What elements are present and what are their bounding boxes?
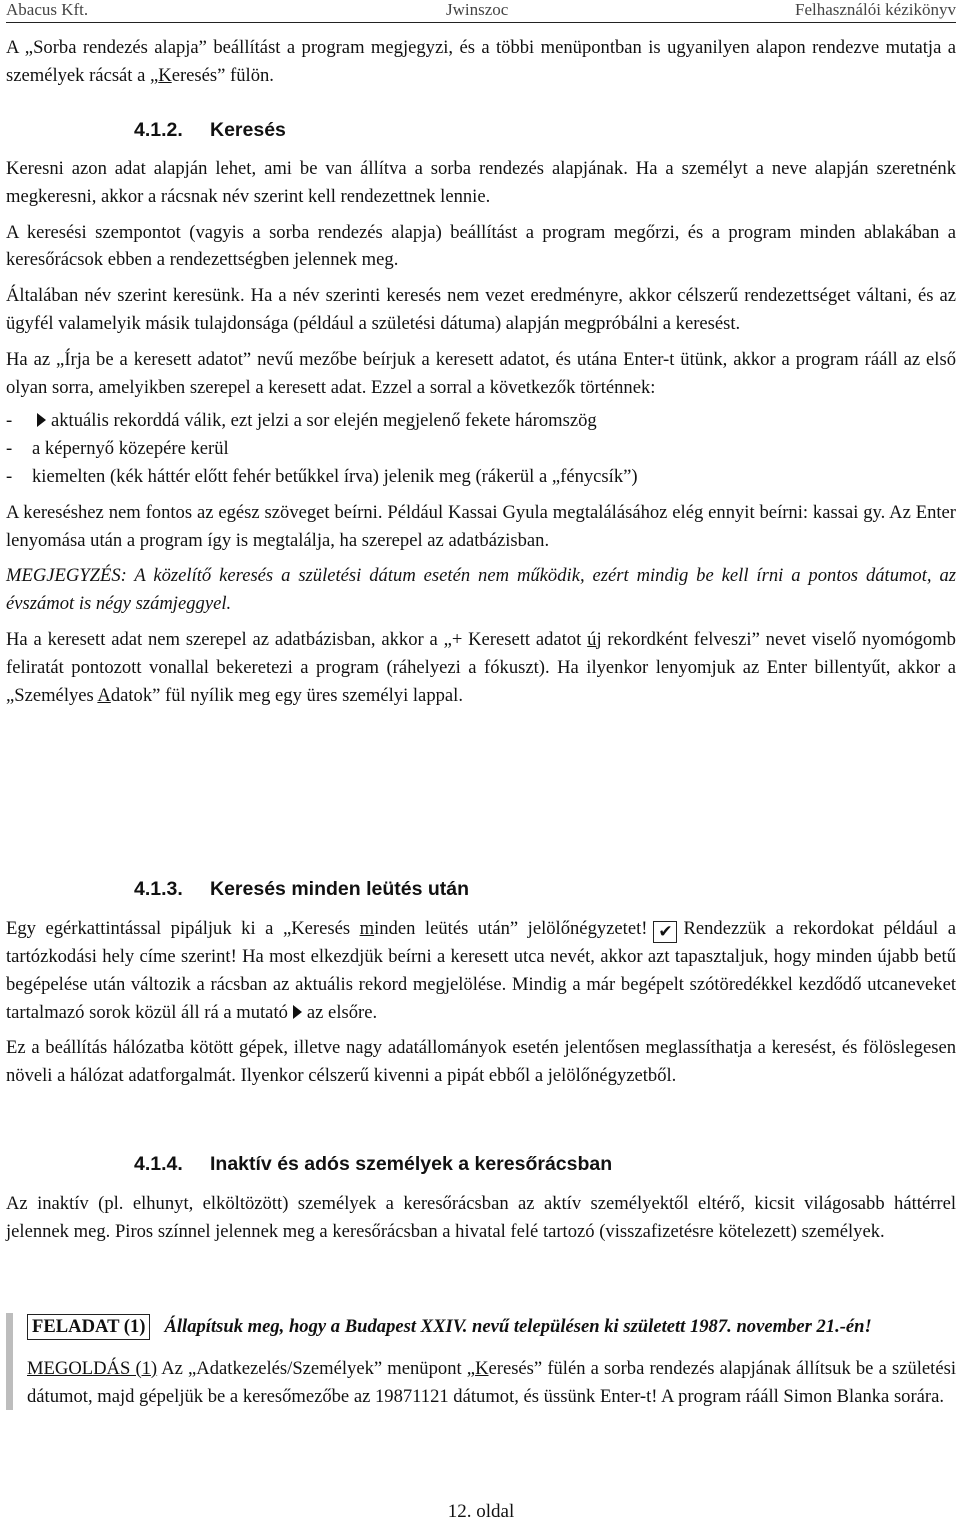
paragraph: Keresni azon adat alapján lehet, ami be van állítva a sorba rendezés alapjának. Ha a személyt a neve alapján szeretnénk megkeresni, akkor a rácsnak név szerint kell rendezettnek lennie. [6, 158, 956, 207]
section-4-1-3-body [6, 915, 956, 1090]
effects-list [6, 407, 956, 490]
section-number: 4.1.2. [134, 119, 183, 141]
header-manual: Felhasználói kézikönyv [795, 0, 956, 19]
paragraph: A keresési szempontot (vagyis a sorba rendezés alapja) beállítást a program megőrzi, és a program minden ablakában a keresőrácsok ebben a rendezettségben jelennek meg. [6, 221, 956, 271]
paragraph: Az inaktív (pl. elhunyt, elköltözött) személyek a keresőrácsban az aktív személyektől eltérő, kicsit világosabb háttérrel jelennek meg. Piros színnel jelennek meg a keresőrácsban a hivatal felé tartozó (visszafizetésre kötelezett) személyek. [6, 1193, 956, 1242]
section-title: Inaktív és adós személyek a keresőrácsban [210, 1153, 613, 1175]
section-heading-4-1-2 [134, 118, 286, 142]
document-page [6, 0, 957, 1522]
intro-text-a: A „Sorba rendezés alapja” beállítást a program megjegyzi, és a többi menüpontban is ugyanilyen alapon rendezve mutatja a személyek rácsát a „ [6, 37, 956, 86]
page-header [6, 0, 956, 23]
list-item: - kiemelten (kék háttér előtt fehér betűkkel írva) jelenik meg (rákerül a „fénycsík”) [6, 465, 638, 487]
paragraph: A kereséshez nem fontos az egész szöveget beírni. Például Kassai Gyula megtalálásához elég ennyit beírni: kassai gy. Az Enter lenyomása után a program így is megtalálja, ha szerepel az adatbázisban. [6, 501, 956, 551]
section-4-1-2-body [6, 155, 956, 709]
section-heading-4-1-4 [134, 1152, 612, 1176]
header-product: Jwinszoc [446, 0, 509, 19]
checkbox-checked-icon: ✔ [653, 921, 677, 943]
task-solution: MEGOLDÁS (1) Az „Adatkezelés/Személyek” menüpont „Keresés” fülén a sorba rendezés alapjának állítsuk be a születési dátumot, majd gépeljük be a keresőmezőbe az 19871121 dátumot, és üssünk Enter-t! A program rááll Simon Blanka sorára. [27, 1357, 956, 1407]
list-item: - a képernyő közepére kerül [6, 438, 229, 460]
section-number: 4.1.3. [134, 878, 183, 900]
task-title: Állapítsuk meg, hogy a Budapest XXIV. nevű településen ki született 1987. november 21.-én! [164, 1316, 872, 1337]
task-box [6, 1313, 956, 1410]
task-label: FELADAT (1) [27, 1314, 150, 1340]
section-title: Keresés [210, 119, 286, 141]
note-paragraph: MEGJEGYZÉS: A közelítő keresés a születési dátum esetén nem működik, ezért mindig be kell írni a pontos dátumot, az évszámot is négy számjeggyel. [6, 565, 956, 615]
paragraph: Ha a keresett adat nem szerepel az adatbázisban, akkor a „+ Keresett adatot új rekordként felveszi” nevet viselő nyomógomb feliratát pontozott vonallal bekeretezi a program (ráhelyezi a fókuszt). Ha ilyenkor lenyomjuk az Enter billentyűt, akkor a „Személyes Adatok” fül nyílik meg egy üres személyi lappal. [6, 628, 956, 706]
paragraph: Általában név szerint keresünk. Ha a név szerinti keresés nem vezet eredményre, akkor célszerű rendezettséget váltani, és az ügyfél valamelyik másik tulajdonsága (például a születési dátuma) alapján megpróbálni a keresést. [6, 285, 956, 334]
paragraph: Ez a beállítás hálózatba kötött gépek, illetve nagy adatállományok esetén jelentősen meglassíthatja a keresést, és fölöslegesen növeli a hálózat adatforgalmát. Ilyenkor célszerű kivenni a pipát ebből a jelölőnégyzetből. [6, 1037, 956, 1087]
header-company: Abacus Kft. [6, 0, 89, 19]
intro-text-b: eresés” fülön. [171, 64, 274, 86]
intro-hotkey: K [158, 64, 172, 86]
black-triangle-icon [37, 413, 46, 427]
page-number: 12. oldal [447, 1501, 515, 1522]
paragraph: Ha az „Írja be a keresett adatot” nevű mezőbe beírjuk a keresett adatot, és utána Enter-t ütünk, akkor a program rááll az első olyan sorra, amelyikben szerepel a keresett adat. Ezzel a sorral a következők történnek: [6, 348, 956, 398]
section-heading-4-1-3 [134, 877, 469, 901]
intro-paragraph [6, 34, 956, 90]
task-statement [27, 1313, 956, 1341]
paragraph: Egy egérkattintással pipáljuk ki a „Keresés minden leütés után” jelölőnégyzetet! ✔ Rendezzük a rekordokat például a tartózkodási hely címe szerint! Ha most elkezdjük beírni a keresett utca nevét, akkor azt tapasztaljuk, hogy minden újabb betű begépelése után változik a rácsban az aktuális rekord megjelölése. Mindig a már begépelt szótöredékkel kezdődő utcaneveket tartalmazó sorok közül áll rá a mutató az elsőre. [6, 918, 957, 1023]
solution-label: MEGOLDÁS (1) [27, 1357, 158, 1379]
section-title: Keresés minden leütés után [210, 878, 470, 900]
list-item: - aktuális rekorddá válik, ezt jelzi a sor elején megjelenő fekete háromszög [6, 410, 597, 432]
black-triangle-icon [293, 1005, 302, 1019]
section-4-1-4-body [6, 1190, 956, 1246]
section-number: 4.1.4. [134, 1153, 183, 1175]
